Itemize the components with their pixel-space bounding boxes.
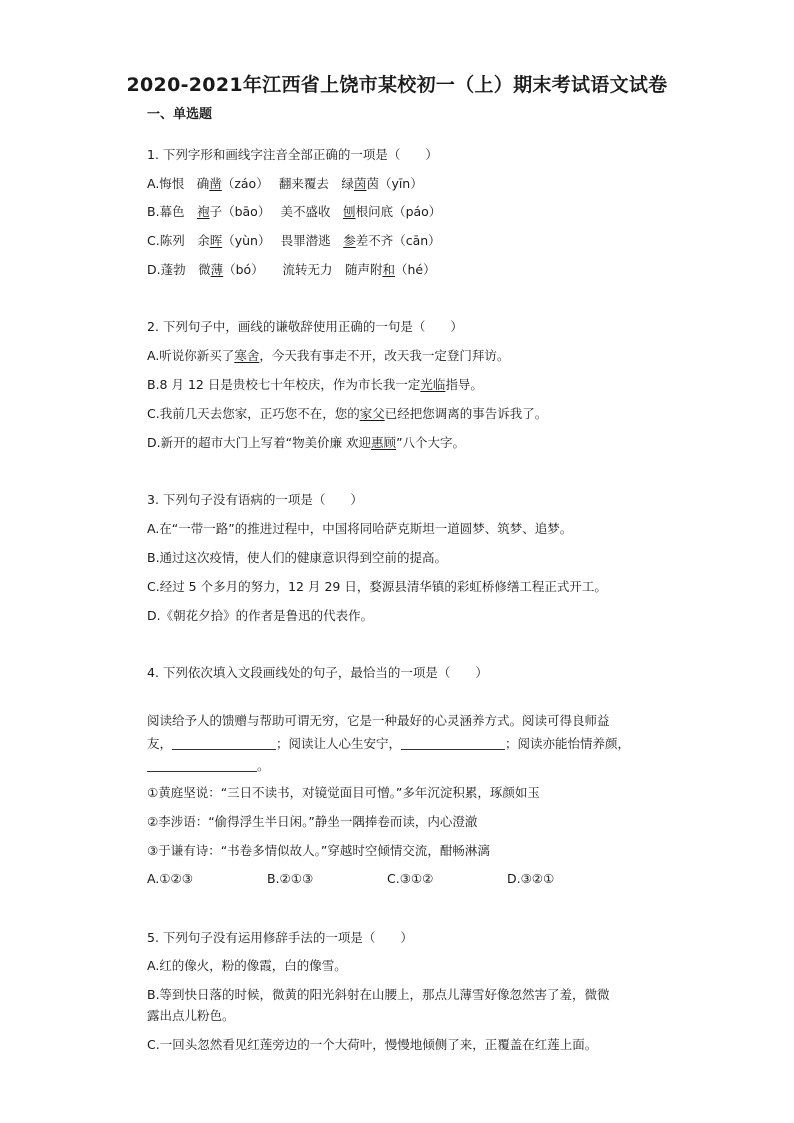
section-heading: 一、单选题 [147, 107, 213, 122]
q1-b-underlined-2: 刨 [343, 204, 356, 219]
q1-option-d [147, 261, 436, 279]
q2-c-prefix: C.我前几天去您家，正巧您不在，您的 [147, 406, 360, 421]
q4-options [147, 871, 607, 886]
q2-c-underlined: 家父 [359, 406, 385, 421]
q1-d-suffix: （bó） 流转无力 随声附 [223, 262, 383, 277]
q2-b-underlined: 光临 [420, 377, 446, 392]
q4-blank-3 [147, 757, 257, 772]
q4-blank-2 [401, 735, 505, 750]
q1-c-underlined-2: 参 [343, 233, 356, 248]
q2-d-underlined: 惠顾 [371, 435, 397, 450]
q4-option-c: C.③①② [387, 871, 434, 886]
q1-option-a [147, 175, 423, 193]
q5-option-b-line-1: B.等到快日落的时候，微黄的阳光斜射在山腰上，那点儿薄雪好像忽然害了羞，微微 [147, 987, 610, 1002]
q3-option-d: D.《朝花夕拾》的作者是鲁迅的代表作。 [147, 608, 374, 623]
q4-passage-line-3 [147, 757, 270, 775]
q3-option-c: C.经过 5 个多月的努力，12 月 29 日，婺源县清华镇的彩虹桥修缮工程正式开工。 [147, 579, 607, 594]
q2-stem: 2. 下列句子中，画线的谦敬辞使用正确的一句是（ ） [147, 319, 463, 334]
q3-option-b: B.通过这次疫情，使人们的健康意识得到空前的提高。 [147, 550, 448, 565]
q2-a-prefix: A.听说你新买了 [147, 348, 235, 363]
q5-option-b-line-2: 露出点儿粉色。 [147, 1008, 235, 1023]
q2-d-prefix: D.新开的超市大门上写着“物美价廉 欢迎 [147, 435, 372, 450]
q2-a-underlined: 寒舍 [234, 348, 260, 363]
q2-b-suffix: 指导。 [445, 377, 483, 392]
q2-b-prefix: B.8 月 12 日是贵校七十年校庆，作为市长我一定 [147, 377, 421, 392]
q4-passage-end: 。 [257, 758, 270, 773]
q1-c-underlined: 晖 [209, 233, 223, 248]
q3-stem: 3. 下列句子没有语病的一项是（ ） [147, 492, 363, 507]
q1-c-suffix-2: 差不齐（cān） [355, 233, 441, 248]
page-title: 2020-2021年江西省上饶市某校初一（上）期末考试语文试卷 [126, 74, 668, 96]
q1-b-suffix-2: 根问底（páo） [355, 204, 442, 219]
q4-item-2: ②李涉语：“偷得浮生半日闲。”静坐一隅捧卷而读，内心澄澈 [147, 814, 478, 829]
q2-option-b [147, 376, 483, 394]
q4-passage-part-c: ；阅读亦能怡情养颜， [505, 736, 631, 751]
q5-option-c: C.一回头忽然看见红莲旁边的一个大荷叶，慢慢地倾侧了来，正覆盖在红莲上面。 [147, 1037, 598, 1052]
q1-option-c [147, 232, 441, 250]
q4-item-1: ①黄庭坚说：“三日不读书，对镜觉面目可憎。”多年沉淀积累，琢颜如玉 [147, 785, 540, 800]
q1-d-prefix: D.蓬勃 微 [147, 262, 211, 277]
q1-a-underlined-2: 茵 [353, 176, 367, 191]
q4-option-a: A.①②③ [147, 871, 193, 886]
q2-option-a [147, 347, 509, 365]
q4-passage-part-a: 友， [147, 736, 173, 751]
q1-c-suffix: （yùn） 畏罪潜逃 [222, 233, 344, 248]
q2-d-suffix: ”八个大字。 [396, 435, 466, 450]
q1-a-suffix-2: 茵（yīn） [366, 176, 423, 191]
q5-option-a: A.红的像火，粉的像霞，白的像雪。 [147, 958, 347, 973]
q1-a-prefix: A.悔恨 确 [147, 176, 210, 191]
q1-a-suffix: （záo） 翻来覆去 绿 [221, 176, 354, 191]
q1-b-underlined: 袍 [197, 204, 210, 219]
q1-option-b [147, 203, 441, 221]
q4-item-3: ③于谦有诗：“书卷多情似故人。”穿越时空倾情交流，酣畅淋漓 [147, 843, 490, 858]
q1-b-suffix: 子（bāo） 美不盛收 [209, 204, 344, 219]
q4-option-d: D.③②① [507, 871, 555, 886]
q1-d-underlined-2: 和 [382, 262, 395, 277]
q2-c-suffix: 已经把您调离的事告诉我了。 [384, 406, 548, 421]
q4-stem: 4. 下列依次填入文段画线处的句子，最恰当的一项是（ ） [147, 665, 488, 680]
q1-b-prefix: B.幕色 [147, 204, 198, 219]
q4-passage-line-2 [147, 735, 630, 753]
q5-stem: 5. 下列句子没有运用修辞手法的一项是（ ） [147, 930, 413, 945]
q4-option-b: B.②①③ [267, 871, 314, 886]
q2-option-c [147, 405, 547, 423]
q1-d-suffix-2: （hé） [394, 262, 436, 277]
q3-option-a: A.在“一带一路”的推进过程中，中国将同哈萨克斯坦一道圆梦、筑梦、追梦。 [147, 521, 573, 536]
q2-option-d [147, 434, 465, 452]
q4-passage-line-1: 阅读给予人的馈赠与帮助可谓无穷，它是一种最好的心灵涵养方式。阅读可得良师益 [147, 713, 610, 728]
q4-blank-1 [172, 735, 276, 750]
q1-d-underlined: 薄 [210, 262, 224, 277]
q2-a-suffix: ，今天我有事走不开，改天我一定登门拜访。 [259, 348, 510, 363]
q1-a-underlined: 凿 [209, 176, 222, 191]
q1-c-prefix: C.陈列 余 [147, 233, 210, 248]
q1-stem: 1. 下列字形和画线字注音全部正确的一项是（ ） [147, 147, 438, 162]
q4-passage-part-b: ；阅读让人心生安宁， [276, 736, 402, 751]
